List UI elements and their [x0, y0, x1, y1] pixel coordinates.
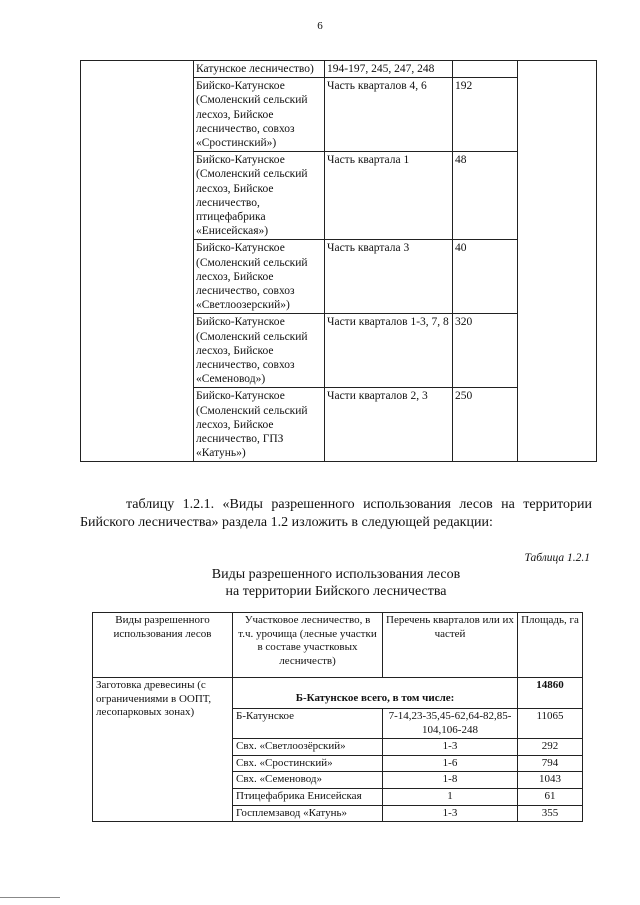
- table-title: [80, 566, 592, 600]
- forestry-cell: Свх. «Семеновод»: [233, 772, 383, 789]
- area-cell: 250: [453, 388, 518, 462]
- forestry-cell: Птицефабрика Енисейская: [233, 788, 383, 805]
- forestry-cell: Бийско-Катунское (Смоленский сельский лесхоз, Бийское лесничество, птицефабрика «Енисейская»): [194, 152, 325, 240]
- table-row: [93, 678, 583, 709]
- use-type-cell: Заготовка древесины (с ограничениями в ООПТ, лесопарковых зонах): [93, 678, 233, 822]
- table-row: [81, 61, 597, 78]
- header-forestry: Участковое лесничество, в т.ч. урочища (лесные участки в составе участковых лесничеств): [233, 613, 383, 678]
- blocks-cell: 194-197, 245, 247, 248: [325, 61, 453, 78]
- forestry-cell: Свх. «Сростинский»: [233, 755, 383, 772]
- table-label: Таблица 1.2.1: [524, 552, 590, 564]
- area-cell: 1043: [518, 772, 583, 789]
- blocks-cell: Часть квартала 3: [325, 240, 453, 314]
- empty-cell: [518, 61, 597, 462]
- area-cell: 40: [453, 240, 518, 314]
- blocks-cell: 1-8: [383, 772, 518, 789]
- blocks-cell: 7-14,23-35,45-62,64-82,85-104,106-248: [383, 709, 518, 739]
- header-use-type: Виды разрешенного использования лесов: [93, 613, 233, 678]
- area-cell: 11065: [518, 709, 583, 739]
- area-cell: 292: [518, 739, 583, 756]
- blocks-cell: 1-3: [383, 805, 518, 822]
- forestry-cell: Б-Катунское: [233, 709, 383, 739]
- forestry-cell: Бийско-Катунское (Смоленский сельский лесхоз, Бийское лесничество, совхоз «Сростинский»): [194, 78, 325, 152]
- forestry-cell: Бийско-Катунское (Смоленский сельский лесхоз, Бийское лесничество, совхоз «Светлоозерский»): [194, 240, 325, 314]
- paragraph-text: таблицу 1.2.1. «Виды разрешенного использования лесов на территории Бийского лесничества» раздела 1.2 изложить в следующей редакции:: [80, 497, 592, 530]
- forestry-cell: Бийско-Катунское (Смоленский сельский лесхоз, Бийское лесничество, ГПЗ «Катунь»): [194, 388, 325, 462]
- amendment-paragraph: [80, 496, 592, 532]
- forestry-cell: Катунское лесничество): [194, 61, 325, 78]
- header-blocks: Перечень кварталов или их частей: [383, 613, 518, 678]
- area-cell: 355: [518, 805, 583, 822]
- empty-cell: [81, 61, 194, 462]
- table-title-line: на территории Бийского лесничества: [225, 584, 447, 599]
- table-header-row: [93, 613, 583, 678]
- page-number: 6: [317, 20, 323, 32]
- area-cell: 192: [453, 78, 518, 152]
- area-cell: 48: [453, 152, 518, 240]
- area-cell: 320: [453, 314, 518, 388]
- blocks-cell: 1-3: [383, 739, 518, 756]
- permitted-use-table: [92, 612, 583, 822]
- blocks-cell: Часть квартала 1: [325, 152, 453, 240]
- blocks-cell: 1: [383, 788, 518, 805]
- area-cell: 794: [518, 755, 583, 772]
- blocks-cell: 1-6: [383, 755, 518, 772]
- forestry-cell: Госплемзавод «Катунь»: [233, 805, 383, 822]
- forestry-table-continued: [80, 60, 597, 462]
- blocks-cell: Части кварталов 1-3, 7, 8: [325, 314, 453, 388]
- blocks-cell: Часть кварталов 4, 6: [325, 78, 453, 152]
- total-area-cell: 14860: [518, 678, 583, 709]
- total-label-cell: Б-Катунское всего, в том числе:: [233, 678, 518, 709]
- area-cell: 61: [518, 788, 583, 805]
- forestry-cell: Свх. «Светлоозёрский»: [233, 739, 383, 756]
- scan-edge-line: [0, 897, 60, 898]
- area-cell: [453, 61, 518, 78]
- forestry-cell: Бийско-Катунское (Смоленский сельский лесхоз, Бийское лесничество, совхоз «Семеновод»): [194, 314, 325, 388]
- header-area: Площадь, га: [518, 613, 583, 678]
- blocks-cell: Части кварталов 2, 3: [325, 388, 453, 462]
- table-title-line: Виды разрешенного использования лесов: [211, 567, 461, 582]
